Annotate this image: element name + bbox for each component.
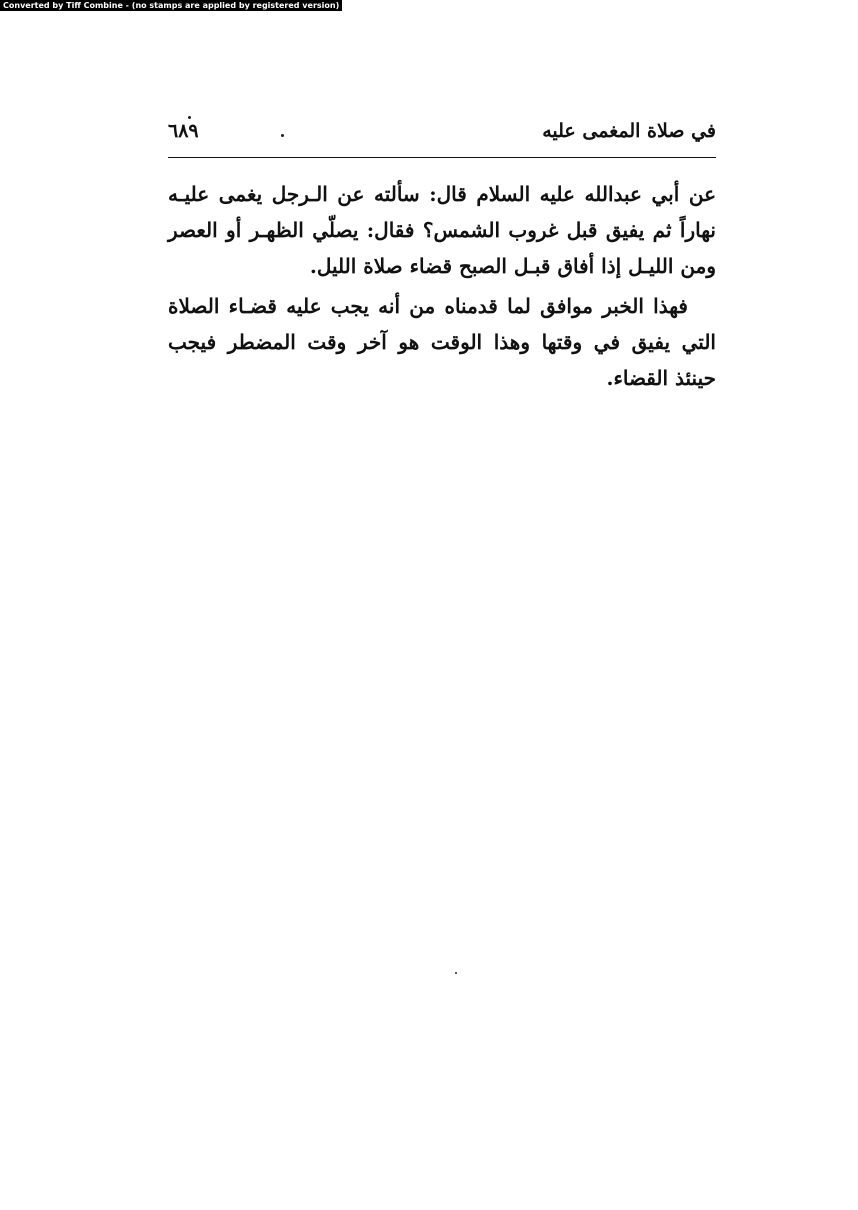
page-number: ٦٨٩ [168,120,199,142]
chapter-title: في صلاة المغمى عليه [542,120,716,142]
running-header [168,118,716,150]
paragraph-hadith: عن أبي عبدالله عليه السلام قال: سألته عن الـرجل يغمى عليـه نهاراً ثم يفيق قبل غروب الشمس؟ فقال: يصلّي الظهـر أو العصر ومن الليـل إذا أفاق قبـل الصبح قضاء صلاة الليل. [168,182,716,278]
converter-watermark: Converted by Tiff Combine - (no stamps are applied by registered version) [0,0,342,11]
scan-speck [455,972,457,974]
paragraph-commentary: فهذا الخبر موافق لما قدمناه من أنه يجب عليه قضـاء الصلاة التي يفيق في وقتها وهذا الوقت هو آخر وقت المضطر فيجب حينئذ القضاء. [168,294,716,390]
header-rule [168,157,716,158]
